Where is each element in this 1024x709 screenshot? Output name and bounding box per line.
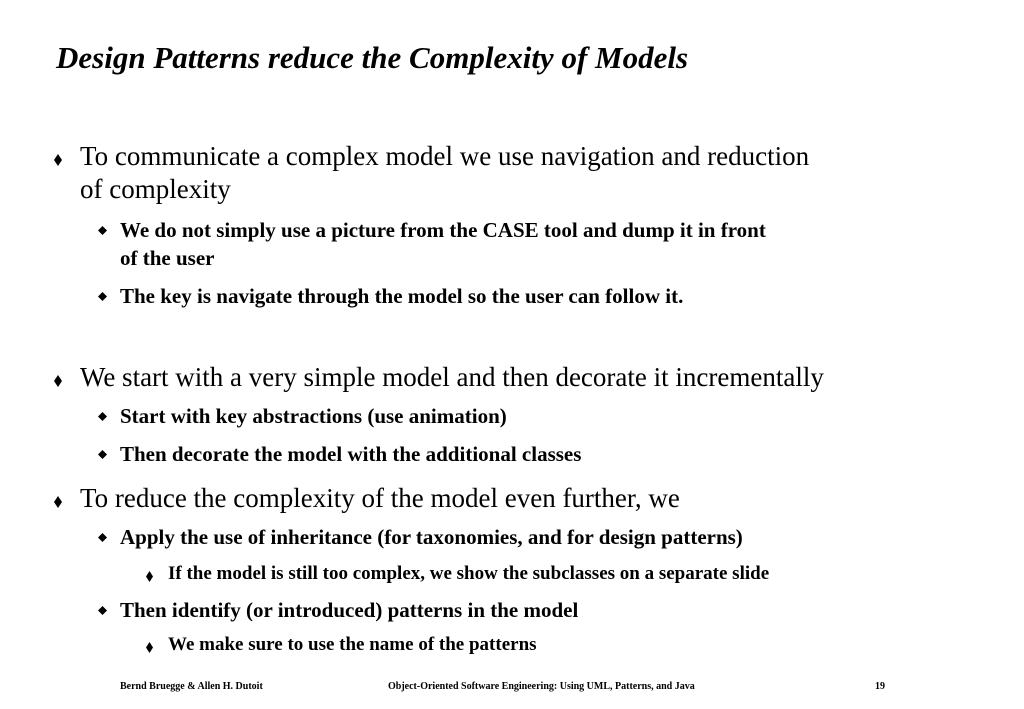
sub-bullet-text: We do not simply use a picture from the CASE tool and dump it in front bbox=[120, 218, 766, 242]
sub-bullet-text: Start with key abstractions (use animation) bbox=[120, 404, 507, 428]
sub-bullet-text: Then identify (or introduced) patterns in the model bbox=[120, 598, 579, 622]
footer-book-title: Object-Oriented Software Engineering: Using UML, Patterns, and Java bbox=[388, 681, 695, 692]
bullet-simple-model bbox=[80, 361, 824, 394]
diamond-bullet-icon bbox=[98, 292, 107, 301]
diamond-bullet-icon bbox=[98, 533, 107, 542]
bullet-reduce-complexity bbox=[80, 482, 680, 515]
sub-sub-bullet-pattern-names bbox=[168, 633, 537, 657]
bullet-communicate bbox=[80, 140, 809, 173]
sub-bullet-text: Then decorate the model with the additional classes bbox=[120, 442, 582, 466]
diamond-bullet-icon bbox=[98, 450, 107, 459]
sub-bullet-identify-patterns bbox=[120, 596, 578, 624]
diamond-bullet-icon bbox=[98, 412, 107, 421]
bullet-text: We start with a very simple model and then decorate it incrementally bbox=[80, 362, 824, 392]
bullet-text: To reduce the complexity of the model even further, we bbox=[80, 483, 680, 513]
footer-page-number: 19 bbox=[875, 681, 885, 692]
diamond-bullet-icon bbox=[54, 375, 62, 387]
slide-title: Design Patterns reduce the Complexity of Models bbox=[56, 40, 689, 75]
diamond-bullet-icon bbox=[98, 226, 107, 235]
sub-bullet-inheritance bbox=[120, 523, 743, 551]
sub-bullet-navigate bbox=[120, 282, 683, 310]
sub-bullet-text: Apply the use of inheritance (for taxonomies, and for design patterns) bbox=[120, 525, 743, 549]
sub-bullet-case-tool-continued: of the user bbox=[120, 246, 215, 270]
diamond-bullet-icon bbox=[98, 606, 107, 615]
diamond-bullet-icon bbox=[146, 642, 153, 653]
sub-bullet-text: The key is navigate through the model so the user can follow it. bbox=[120, 284, 684, 308]
sub-sub-bullet-subclasses bbox=[168, 562, 769, 586]
bullet-text: To communicate a complex model we use navigation and reduction bbox=[80, 141, 810, 171]
sub-sub-bullet-text: We make sure to use the name of the patterns bbox=[168, 634, 537, 655]
sub-sub-bullet-text: If the model is still too complex, we show the subclasses on a separate slide bbox=[168, 563, 770, 584]
diamond-bullet-icon bbox=[54, 496, 62, 508]
sub-bullet-case-tool bbox=[120, 216, 766, 244]
footer-authors: Bernd Bruegge & Allen H. Dutoit bbox=[120, 681, 263, 692]
sub-bullet-decorate bbox=[120, 440, 581, 468]
diamond-bullet-icon bbox=[54, 154, 62, 166]
bullet-communicate-continued: of complexity bbox=[80, 174, 231, 204]
diamond-bullet-icon bbox=[146, 571, 153, 582]
sub-bullet-key-abstractions bbox=[120, 402, 507, 430]
